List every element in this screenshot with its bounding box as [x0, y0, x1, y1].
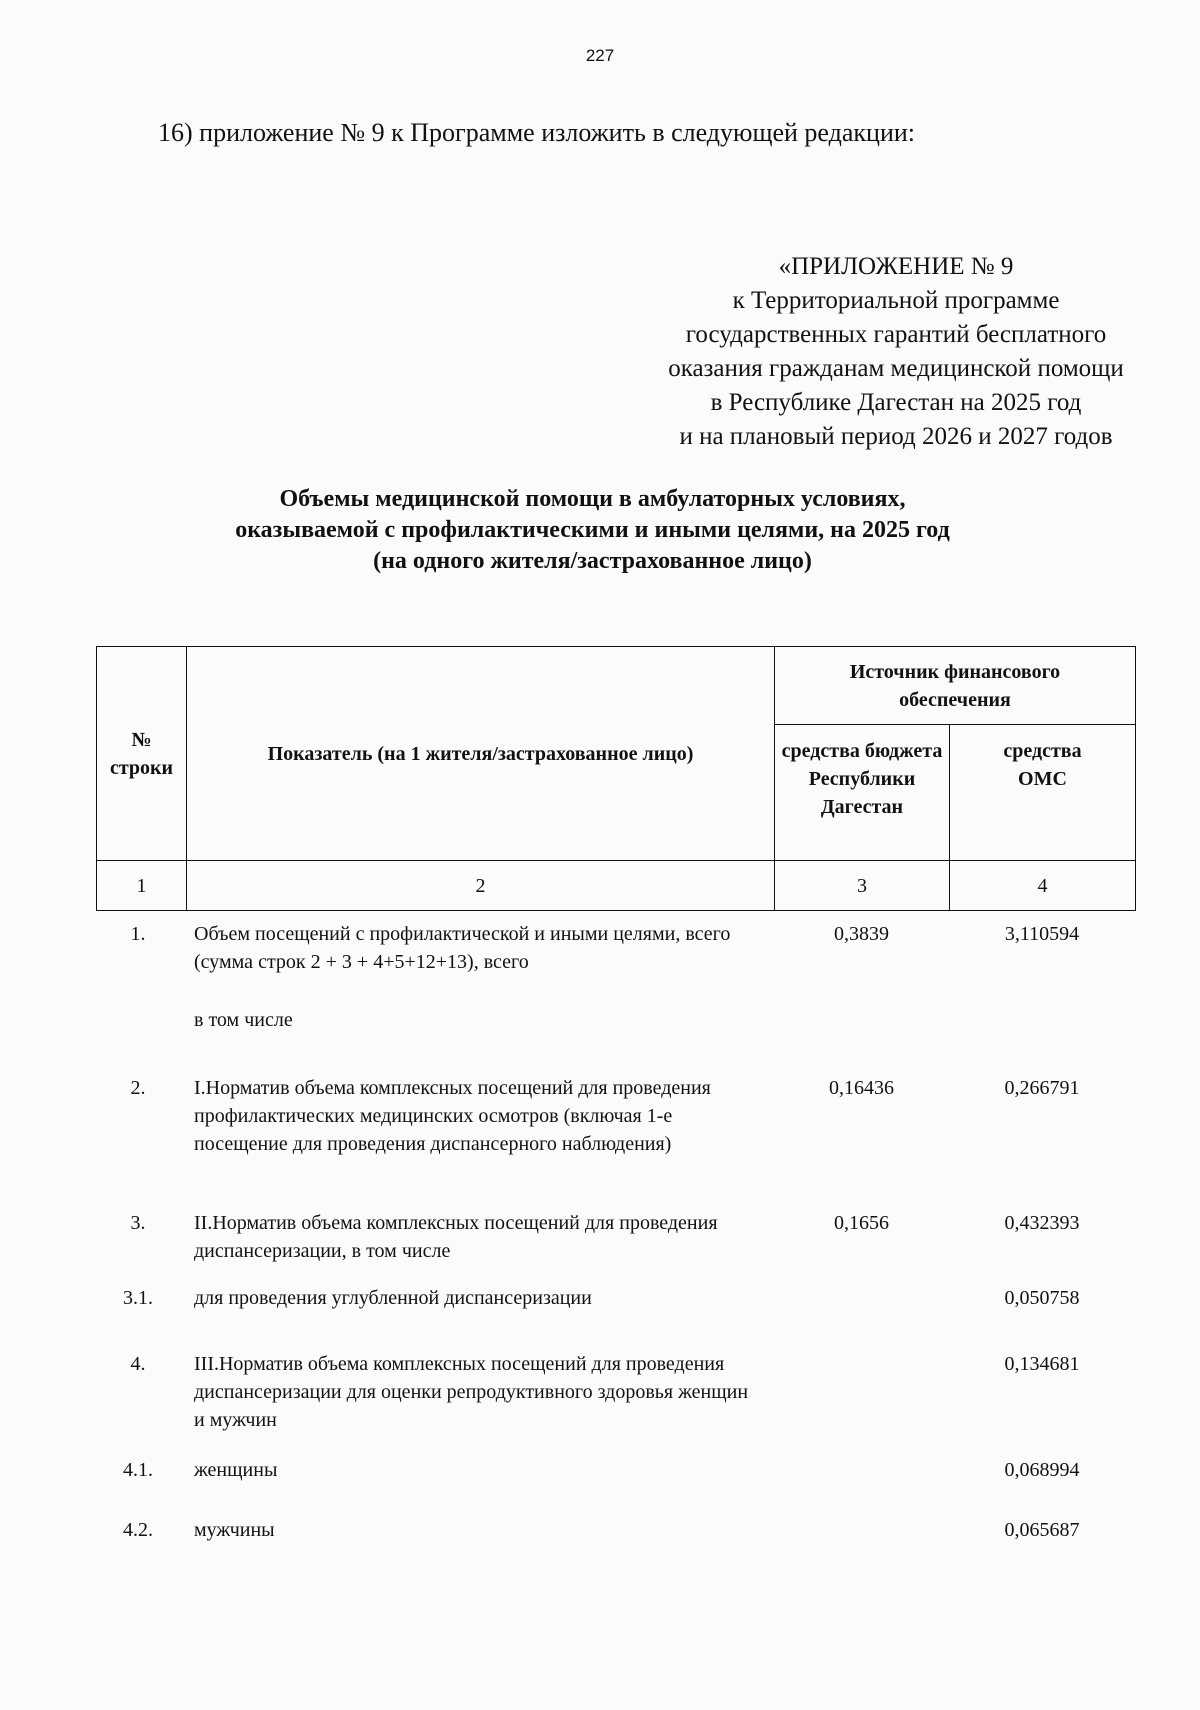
column-number: 2: [187, 861, 775, 911]
header-oms: средства ОМС: [950, 725, 1136, 861]
header-indicator: Показатель (на 1 жителя/застрахованное лицо): [187, 647, 775, 861]
row-number: 4.: [130, 1353, 146, 1375]
table-header: [96, 646, 1136, 911]
title-line: (на одного жителя/застрахованное лицо): [373, 548, 812, 574]
title-line: оказываемой с профилактическими и иными целями, на 2025 год: [235, 517, 950, 543]
row-oms-value: 0,134681: [1004, 1353, 1080, 1375]
appendix-line: оказания гражданам медицинской помощи: [668, 355, 1124, 382]
row-number: 2.: [130, 1077, 146, 1099]
column-number: 1: [97, 861, 187, 911]
table-row: [96, 1006, 1135, 1074]
row-indicator: Объем посещений с профилактической и иными целями, всего (сумма строк 2 + 3 + 4+5+12+13), всего: [194, 923, 731, 973]
row-number: [96, 1006, 186, 1074]
table-row: [96, 1516, 1135, 1556]
row-number: 3.1.: [123, 1287, 153, 1309]
row-budget-value: [774, 1456, 949, 1516]
document-title: [150, 484, 1035, 577]
row-oms-value: 0,050758: [1004, 1287, 1080, 1309]
row-budget-value: 0,16436: [829, 1077, 894, 1099]
row-indicator: женщины: [194, 1459, 278, 1481]
data-table: [96, 920, 1135, 1556]
row-budget-value: [774, 1284, 949, 1350]
row-budget-value: [774, 1006, 949, 1074]
header-budget: средства бюджета Республики Дагестан: [775, 725, 950, 861]
appendix-header: [616, 250, 1176, 454]
title-line: Объемы медицинской помощи в амбулаторных условиях,: [279, 486, 906, 512]
row-oms-value: 0,068994: [1004, 1459, 1080, 1481]
table-row: [96, 1284, 1135, 1350]
appendix-line: «ПРИЛОЖЕНИЕ № 9: [778, 253, 1014, 280]
column-number: 3: [775, 861, 950, 911]
table-row: [96, 1209, 1135, 1284]
appendix-line: и на плановый период 2026 и 2027 годов: [679, 423, 1113, 450]
row-indicator: I.Норматив объема комплексных посещений для проведения профилактических медицинских осмотров (включая 1-е посещение для проведения диспансерного наблюдения): [194, 1077, 711, 1155]
row-oms-value: 3,110594: [1004, 923, 1080, 945]
row-budget-value: [774, 1350, 949, 1456]
row-budget-value: [774, 1516, 949, 1556]
row-number: 4.1.: [123, 1459, 153, 1481]
column-number: 4: [950, 861, 1136, 911]
page-number: 227: [585, 46, 615, 65]
intro-paragraph: 16) приложение № 9 к Программе изложить в следующей редакции:: [158, 118, 915, 147]
row-indicator: для проведения углубленной диспансеризации: [194, 1287, 592, 1309]
row-number: 4.2.: [123, 1519, 153, 1541]
row-indicator: III.Норматив объема комплексных посещений для проведения диспансеризации для оценки репродуктивного здоровья женщин и мужчин: [194, 1353, 749, 1431]
table-row: [96, 1350, 1135, 1456]
row-indicator: мужчины: [194, 1519, 275, 1541]
row-oms-value: 0,065687: [1004, 1519, 1080, 1541]
row-number: 3.: [130, 1212, 146, 1234]
row-budget-value: 0,3839: [834, 923, 889, 945]
appendix-line: государственных гарантий бесплатного: [685, 321, 1107, 348]
appendix-line: к Территориальной программе: [732, 287, 1060, 314]
row-budget-value: 0,1656: [834, 1212, 889, 1234]
row-oms-value: 0,432393: [1004, 1212, 1080, 1234]
table-row: [96, 920, 1135, 1006]
row-indicator: в том числе: [194, 1009, 293, 1031]
header-funding-source: Источник финансового обеспечения: [775, 647, 1136, 725]
row-oms-value: [949, 1006, 1135, 1074]
table-row: [96, 1074, 1135, 1209]
header-row-number: № строки: [97, 647, 187, 861]
appendix-line: в Республике Дагестан на 2025 год: [710, 389, 1082, 416]
table-row: [96, 1456, 1135, 1516]
row-oms-value: 0,266791: [1004, 1077, 1080, 1099]
row-indicator: II.Норматив объема комплексных посещений для проведения диспансеризации, в том числе: [194, 1212, 718, 1262]
row-number: 1.: [130, 923, 146, 945]
